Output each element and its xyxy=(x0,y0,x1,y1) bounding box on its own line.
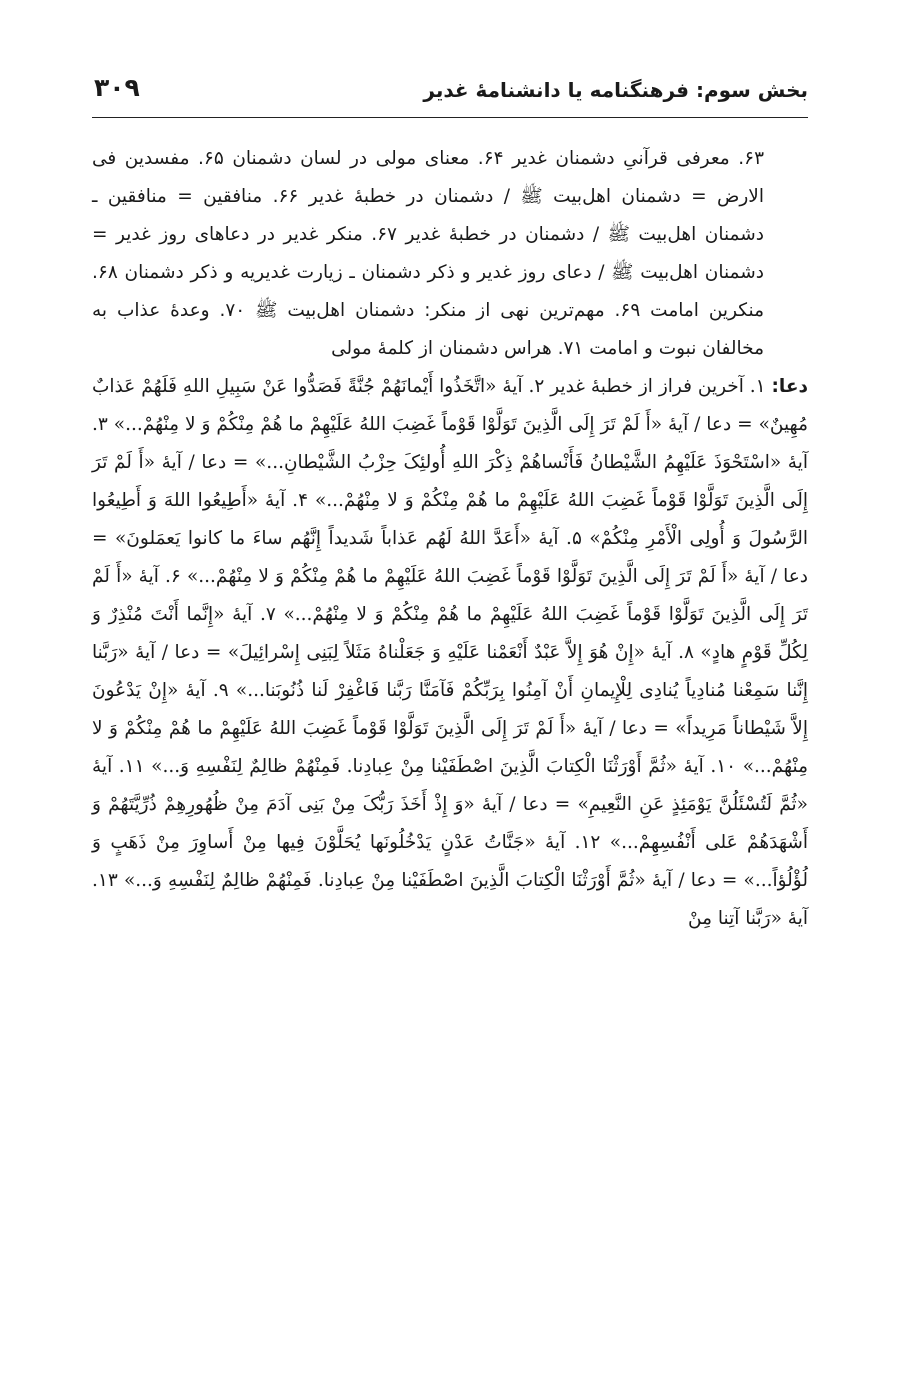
page-header xyxy=(92,68,808,118)
entry-text: ۱. آخرین فراز از خطبهٔ غدیر ۲. آیهٔ «اتَّخَذُوا أَیْمانَهُمْ جُنَّةً فَصَدُّوا عَنْ سَبِیلِ اللهِ فَلَهُمْ عَذابٌ مُهِینٌ» = دعا / آیهٔ «أَ لَمْ تَرَ إِلَى الَّذِینَ تَوَلَّوْا قَوْماً غَضِبَ اللهُ عَلَیْهِمْ ما هُمْ مِنْکُمْ وَ لا مِنْهُمْ...» ۳. آیهٔ «اسْتَحْوَذَ عَلَیْهِمُ الشَّیْطانُ فَأَنْساهُمْ ذِکْرَ اللهِ أُولئِکَ حِزْبُ الشَّیْطانِ...» = دعا / آیهٔ «أَ لَمْ تَرَ إِلَى الَّذِینَ تَوَلَّوْا قَوْماً غَضِبَ اللهُ عَلَیْهِمْ ما هُمْ مِنْکُمْ وَ لا مِنْهُمْ...» ۴. آیهٔ «أَطِیعُوا اللهَ وَ أَطِیعُوا الرَّسُولَ وَ أُولِی الْأَمْرِ مِنْکُمْ» ۵. آیهٔ «أَعَدَّ اللهُ لَهُم عَذاباً شَدیداً إِنَّهُم ساءَ ما کانوا یَعمَلونَ» = دعا / آیهٔ «أَ لَمْ تَرَ إِلَى الَّذِینَ تَوَلَّوْا قَوْماً غَضِبَ اللهُ عَلَیْهِمْ ما هُمْ مِنْکُمْ وَ لا مِنْهُمْ...» ۶. آیهٔ «أَ لَمْ تَرَ إِلَى الَّذِینَ تَوَلَّوْا قَوْماً غَضِبَ اللهُ عَلَیْهِمْ ما هُمْ مِنْکُمْ وَ لا مِنْهُمْ...» ۷. آیهٔ «إِنَّما أَنْتَ مُنْذِرٌ وَ لِکُلِّ قَوْمٍ هادٍ» ۸. آیهٔ «إِنْ هُوَ إِلاَّ عَبْدٌ أَنْعَمْنا عَلَیْهِ وَ جَعَلْناهُ مَثَلاً لِبَنِی إِسْرائِیلَ» = دعا / آیهٔ «رَبَّنا إِنَّنا سَمِعْنا مُنادِیاً یُنادِی لِلْإِیمانِ أَنْ آمِنُوا بِرَبِّکُمْ فَآمَنَّا رَبَّنا فَاغْفِرْ لَنا ذُنُوبَنا...» ۹. آیهٔ «إِنْ یَدْعُونَ إِلاَّ شَیْطاناً مَرِیداً» = دعا / آیهٔ «أَ لَمْ تَرَ إِلَى الَّذِینَ تَوَلَّوْا قَوْماً غَضِبَ اللهُ عَلَیْهِمْ ما هُمْ مِنْکُمْ وَ لا مِنْهُمْ...» ۱۰. آیهٔ «ثُمَّ أَوْرَثْنَا الْکِتابَ الَّذِینَ اصْطَفَیْنا مِنْ عِبادِنا. فَمِنْهُمْ ظالِمٌ لِنَفْسِهِ وَ...» ۱۱. آیهٔ «ثُمَّ لَتُسْئَلُنَّ یَوْمَئِذٍ عَنِ النَّعِیمِ» = دعا / آیهٔ «وَ إِذْ أَخَذَ رَبُّکَ مِنْ بَنِی آدَمَ مِنْ ظُهُورِهِمْ ذُرِّیَّتَهُمْ وَ أَشْهَدَهُمْ عَلى أَنْفُسِهِمْ...» ۱۲. آیهٔ «جَنَّاتُ عَدْنٍ یَدْخُلُونَها یُحَلَّوْنَ فِیها مِنْ أَساوِرَ مِنْ ذَهَبٍ وَ لُؤْلُؤاً...» = دعا / آیهٔ «ثُمَّ أَوْرَثْنَا الْکِتابَ الَّذِینَ اصْطَفَیْنا مِنْ عِبادِنا. فَمِنْهُمْ ظالِمٌ لِنَفْسِهِ وَ...» ۱۳. آیهٔ «رَبَّنا آتِنا مِنْ xyxy=(92,376,809,929)
dua-entry-paragraph xyxy=(92,368,808,938)
entry-heading: دعا: xyxy=(771,376,808,397)
enemies-list-paragraph: ۶۳. معرفی قرآنیِ دشمنان غدیر ۶۴. معنای مولی در لسان دشمنان ۶۵. مفسدین فی الارض = دشمنان اهل‌بیت ﷺ / دشمنان در خطبهٔ غدیر ۶۶. منافقین = منافقین ـ دشمنان اهل‌بیت ﷺ / دشمنان در خطبهٔ غدیر ۶۷. منکر غدیر در دعاهای روز غدیر = دشمنان اهل‌بیت ﷺ / دعای روز غدیر و ذکر دشمنان ـ زیارت غدیریه و ذکر دشمنان ۶۸. منکرین امامت ۶۹. مهم‌ترین نهی از منکر: دشمنان اهل‌بیت ﷺ ۷۰. وعدهٔ عذاب به مخالفان نبوت و امامت ۷۱. هراس دشمنان از کلمهٔ مولی xyxy=(92,148,765,359)
page-body xyxy=(92,140,808,938)
running-head: بخش سوم: فرهنگنامه یا دانشنامهٔ غدیر xyxy=(423,78,808,102)
page-number: ۳۰۹ xyxy=(94,73,140,102)
